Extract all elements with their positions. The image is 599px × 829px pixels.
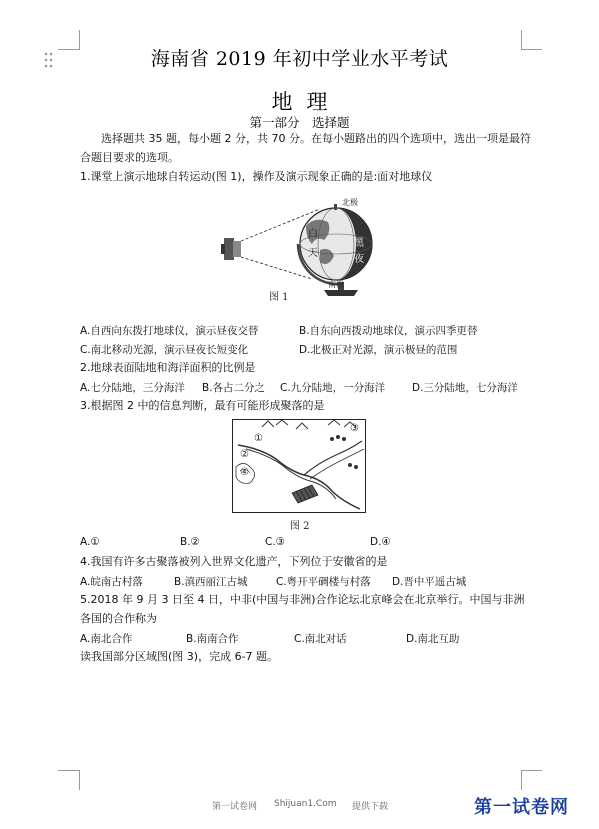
question-1-stem: 1.课堂上演示地球自转运动(图 1)，操作及演示现象正确的是:面对地球仪 bbox=[80, 170, 433, 183]
question-3-option-a[interactable]: A.① bbox=[80, 536, 100, 548]
question-3-stem: 3.根据图 2 中的信息判断，最有可能形成聚落的是 bbox=[80, 399, 325, 412]
question-2-option-d[interactable]: D.三分陆地，七分海洋 bbox=[412, 382, 518, 394]
question-5-stem: 5.2018 年 9 月 3 日至 4 日，中非(中国与非洲)合作论坛北京峰会在北京举行。中国与非洲 bbox=[80, 593, 525, 606]
question-4-option-d[interactable]: D.晋中平遥古城 bbox=[392, 576, 467, 588]
question-4-stem: 4.我国有许多古聚落被列入世界文化遗产，下列位于安徽省的是 bbox=[80, 555, 388, 568]
brand-logo-text: 第一试卷网 bbox=[474, 797, 569, 818]
crop-mark-bottom-left bbox=[58, 770, 79, 771]
night-label-ye: 夜 bbox=[354, 254, 364, 265]
figure-1-caption: 图 1 bbox=[269, 292, 289, 303]
figure-2-caption: 图 2 bbox=[290, 521, 310, 532]
crop-mark-bottom-left bbox=[79, 770, 80, 790]
question-5-option-a[interactable]: A.南北合作 bbox=[80, 633, 133, 645]
map-marker-2: ② bbox=[240, 449, 249, 460]
section-title: 第一部分 选择题 bbox=[249, 115, 350, 130]
question-5-option-c[interactable]: C.南北对话 bbox=[294, 633, 347, 645]
question-4-option-a[interactable]: A.皖南古村落 bbox=[80, 576, 143, 588]
question-1-option-a[interactable]: A.自西向东拨打地球仪，演示昼夜交替 bbox=[80, 325, 259, 337]
day-label-tian: 天 bbox=[308, 248, 318, 259]
day-label-bai: 白 bbox=[308, 229, 318, 240]
map-marker-4: ④ bbox=[240, 467, 249, 478]
question-5-option-d[interactable]: D.南北互助 bbox=[406, 633, 460, 645]
question-2-option-b[interactable]: B.各占二分之 bbox=[202, 382, 266, 394]
footer-site-url[interactable]: Shijuan1.Com bbox=[274, 799, 337, 809]
question-2-option-c[interactable]: C.九分陆地，一分海洋 bbox=[280, 382, 386, 394]
question-1-option-d[interactable]: D.北极正对光源，演示极昼的范围 bbox=[299, 344, 458, 356]
question-1-option-b[interactable]: B.自东向西拨动地球仪，演示四季更替 bbox=[299, 325, 478, 337]
question-3-option-b[interactable]: B.② bbox=[180, 536, 200, 548]
subject-title: 地理 bbox=[271, 90, 342, 114]
exam-title: 海南省 2019 年初中学业水平考试 bbox=[150, 48, 449, 70]
crop-mark-bottom-right bbox=[521, 770, 522, 790]
intro-line: 合题目要求的选项。 bbox=[80, 151, 179, 164]
north-pole-label: 北极 bbox=[342, 198, 358, 207]
map-marker-3: ③ bbox=[350, 423, 359, 434]
question-3-option-c[interactable]: C.③ bbox=[265, 536, 286, 548]
footer-download-text: 提供下载 bbox=[352, 802, 389, 812]
question-1-option-c[interactable]: C.南北移动光源，演示昼夜长短变化 bbox=[80, 344, 249, 356]
question-3-option-d[interactable]: D.④ bbox=[370, 536, 391, 548]
map-marker-1: ① bbox=[254, 433, 263, 444]
question-4-option-c[interactable]: C.粤开平碉楼与村落 bbox=[276, 576, 371, 588]
question-4-option-b[interactable]: B.滇西丽江古城 bbox=[174, 576, 248, 588]
question-2-option-a[interactable]: A.七分陆地，三分海洋 bbox=[80, 382, 185, 394]
footer-site-name: 第一试卷网 bbox=[212, 802, 258, 812]
night-label-hei: 黑 bbox=[354, 238, 364, 249]
question-2-stem: 2.地球表面陆地和海洋面积的比例是 bbox=[80, 361, 256, 374]
instruction-line: 读我国部分区域图(图 3)，完成 6-7 题。 bbox=[80, 650, 279, 663]
south-pole-label: 南极 bbox=[328, 280, 344, 289]
figure-2-map bbox=[232, 419, 366, 513]
question-5-stem: 各国的合作称为 bbox=[80, 612, 157, 625]
question-5-option-b[interactable]: B.南南合作 bbox=[186, 633, 239, 645]
crop-mark-bottom-right bbox=[521, 770, 542, 771]
intro-line: 选择题共 35 题，每小题 2 分，共 70 分。在每小题路出的四个选项中，选出一项是最符 bbox=[101, 132, 531, 145]
figure-1-globe bbox=[220, 196, 380, 306]
